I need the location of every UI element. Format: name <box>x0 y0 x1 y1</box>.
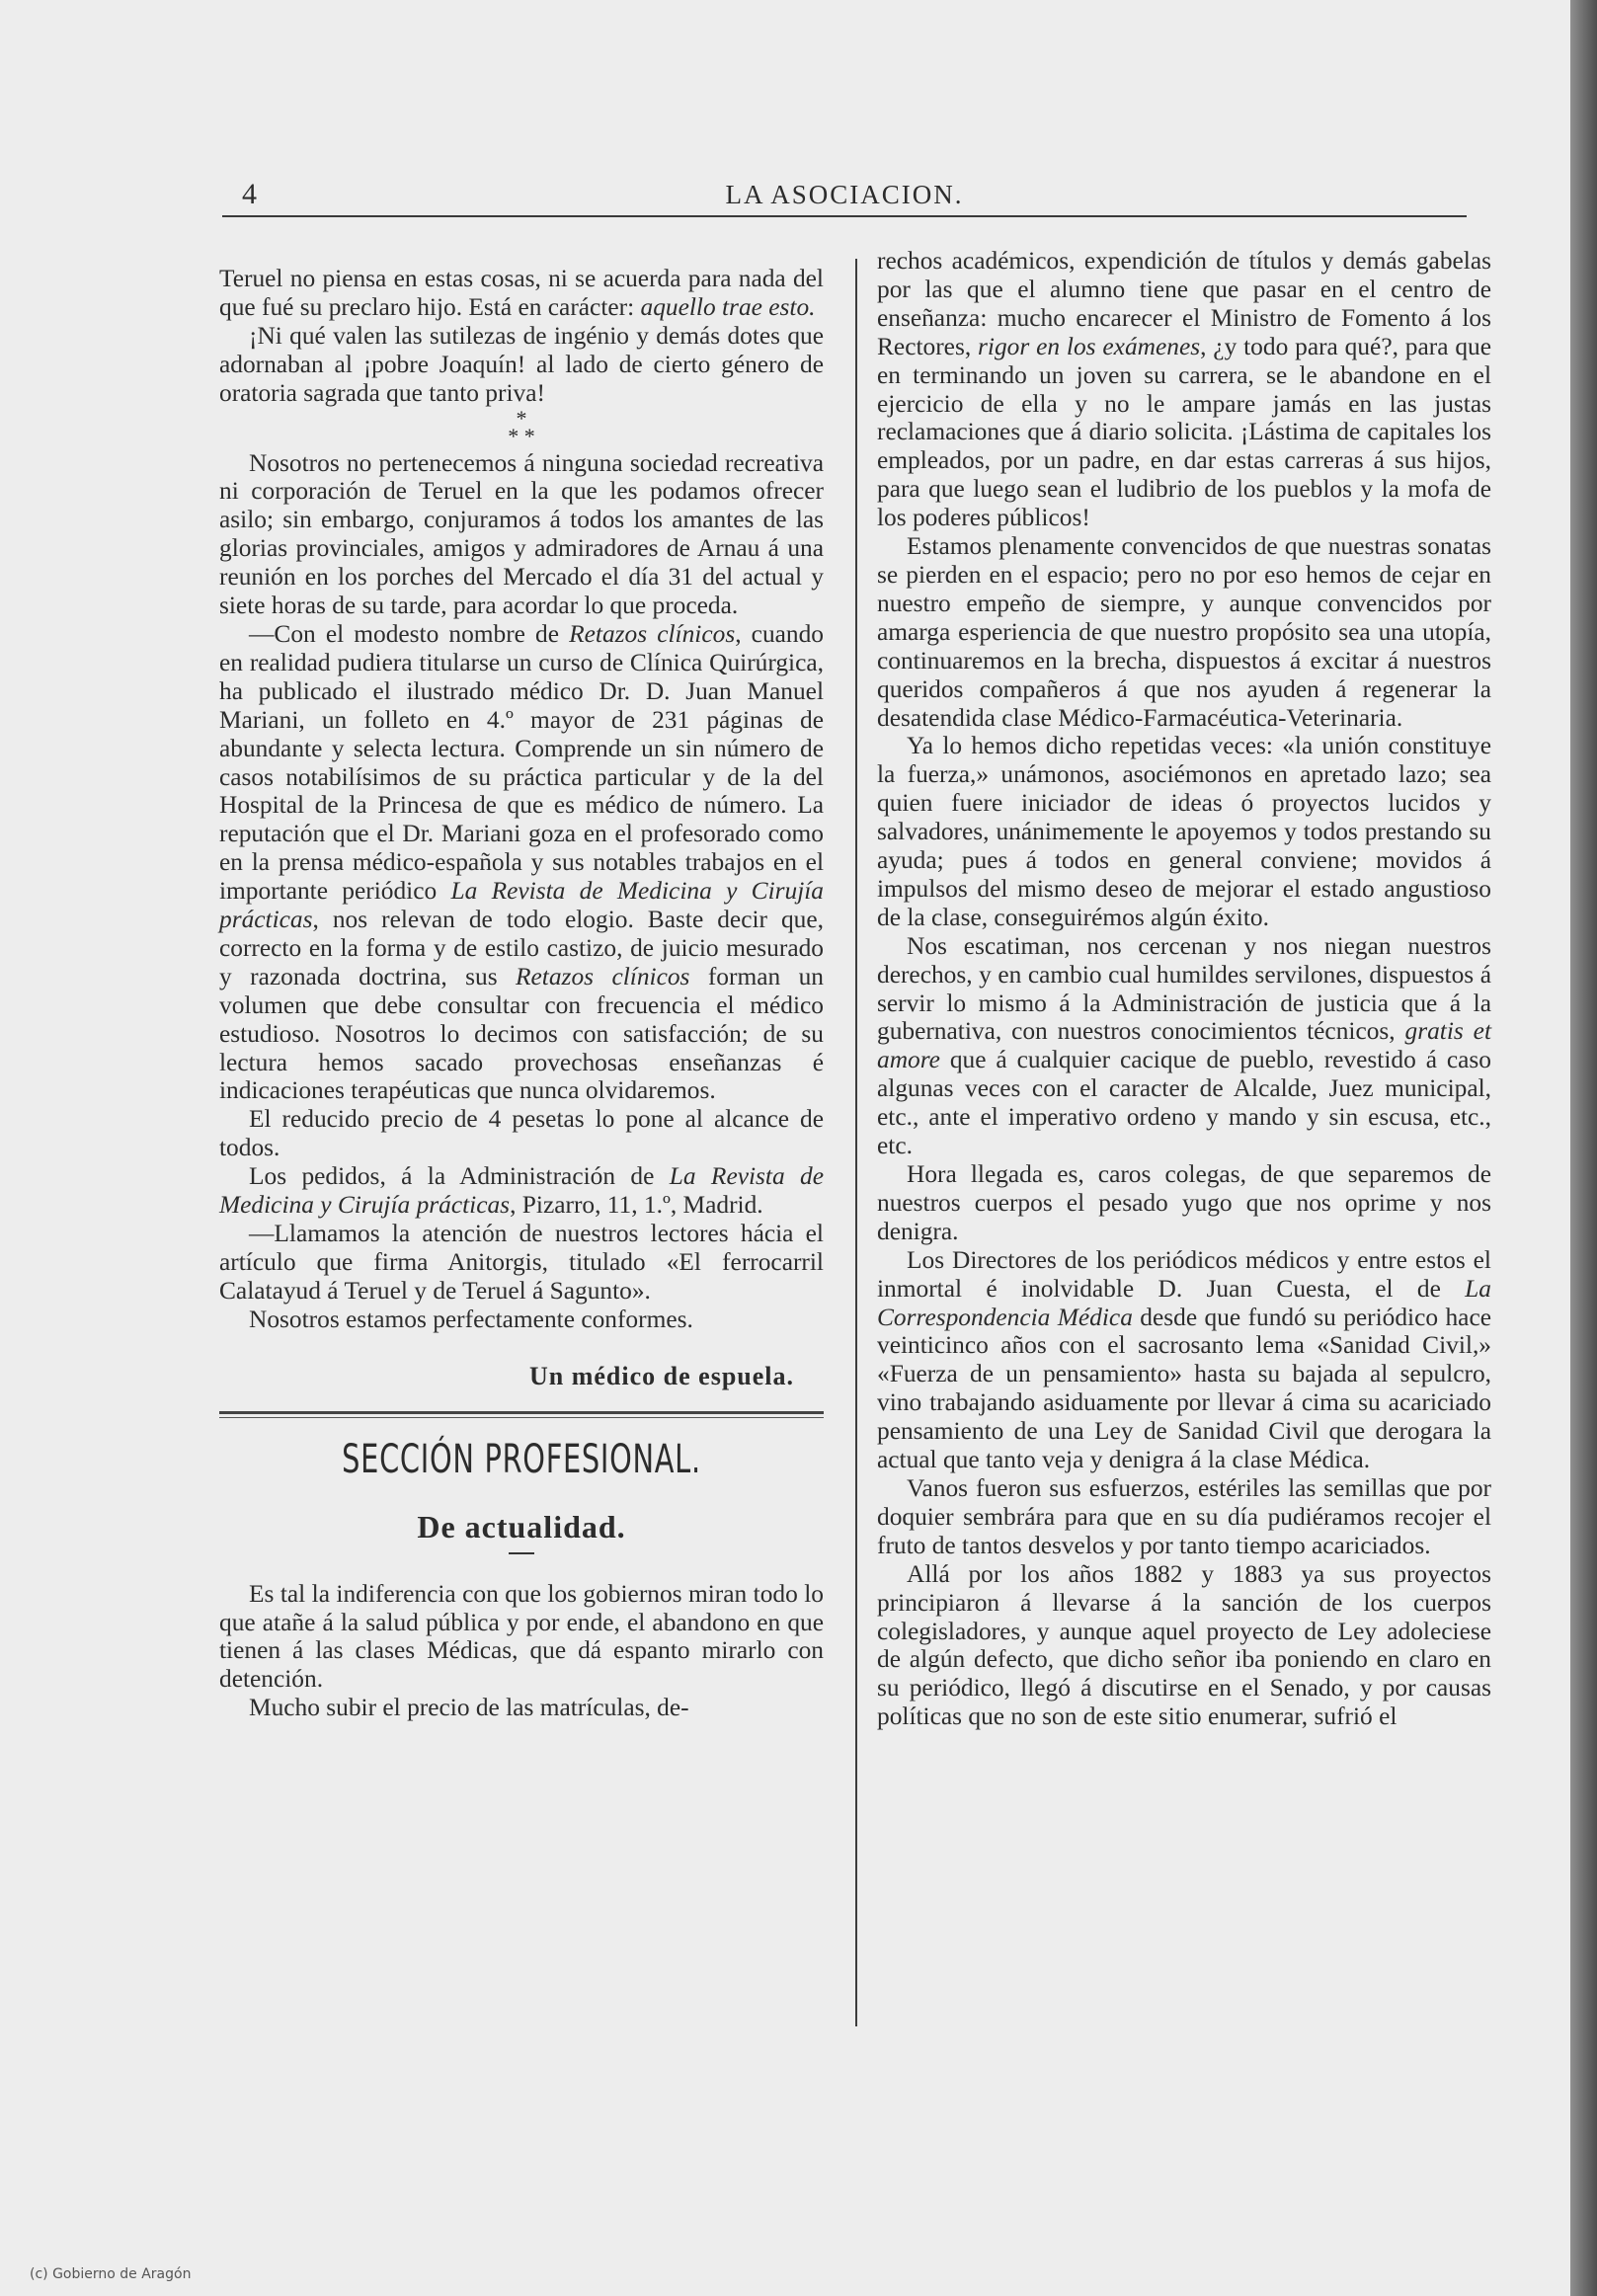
paragraph: Nos escatiman, nos cercenan y nos niegan nuestros derechos, y en cambio cual humildes servilones, dispuestos á servir lo mismo á la Administración de justicia que á la gubernativa, con nuestros conocimientos técnicos, gratis et amore que á cualquier cacique de pueblo, revestido á caso algunas veces con el caracter de Alcalde, Juez municipal, etc., ante el imperativo ordeno y mando y sin escusa, etc., etc. <box>877 931 1492 1160</box>
paragraph: Vanos fueron sus esfuerzos, estériles las semillas que por doquier sembrára para que en su día pudiéramos recojer el fruto de tantos desvelos y por tanto tiempo acariciados. <box>877 1473 1491 1559</box>
article-title: De actualidad. <box>417 1508 626 1544</box>
paragraph: Mucho subir el precio de las matrículas, de- <box>249 1694 689 1722</box>
publication-title: LA ASOCIACION. <box>725 180 964 209</box>
header-rule <box>222 215 1467 217</box>
article-signature: Un médico de espuela. <box>529 1361 794 1390</box>
paragraph: Ya lo hemos dicho repetidas veces: «la unión constituye la fuerza,» unámonos, asociémonos en apretado lazo; sea quien fuere iniciador de ideas ó proyectos lucidos y salvadores, unánimemente le apoyemos y todos prestando su ayuda; pues á todos en general conviene; movidos á impulsos del mismo deseo de mejorar el estado angustioso de la clase, conseguirémos algún éxito. <box>877 732 1491 931</box>
asterism: * * * <box>508 405 535 448</box>
title-dash <box>509 1552 534 1554</box>
paragraph: Es tal la indiferencia con que los gobiernos miran todo lo que atañe á la salud pública y por ende, el abandono en que tienen á las clases Médicas, que dá espanto mirarlo con detención. <box>219 1579 824 1694</box>
left-column <box>219 265 824 1722</box>
running-header <box>222 178 1467 217</box>
paragraph: —Con el modesto nombre de Retazos clínicos, cuando en realidad pudiera titularse un curso de Clínica Quirúrgica, ha publicado el ilustrado médico Dr. D. Juan Manuel Mariani, un folleto en 4.º mayor de 231 páginas de abundante y selecta lectura. Comprende un sin número de casos notabilísimos de su práctica particular y de la del Hospital de la Princesa de que es médico de número. La reputación que el Dr. Mariani goza en el profesorado como en la prensa médico-española y sus notables trabajos en el importante periódico La Revista de Medicina y Cirujía prácticas, nos relevan de todo elogio. Baste decir que, correcto en la forma y de estilo castizo, de juicio mesurado y razonada doctrina, sus Retazos clínicos forman un volumen que debe consultar con frecuencia el médico estudioso. Nosotros lo decimos con satisfacción; de su lectura hemos sacado provechosas enseñanzas é indicaciones terapéuticas que nunca olvidaremos. <box>219 619 825 1105</box>
page-edge-shadow <box>1570 0 1597 2296</box>
section-rule <box>219 1411 824 1414</box>
paragraph: —Llamamos la atención de nuestros lectores hácia el artículo que firma Anitorgis, titulado «El ferrocarril Calatayud á Teruel y de Teruel á Sagunto». <box>219 1220 824 1305</box>
paragraph: rechos académicos, expendición de títulos y demás gabelas por las que el alumno tiene que pasar en el centro de enseñanza: mucho encarecer el Ministro de Fomento á los Rectores, rigor en los exámenes, ¿y todo para qué?, para que en terminando un joven su carrera, se le abandone en el ejercicio de ella y no le ampare jamás en las justas reclamaciones que á diario solicita. ¡Lástima de capitales los empleados, por un padre, en dar estas carreras á sus hijos, para que luego sean el ludibrio de los pueblos y la mofa de los poderes públicos! <box>877 247 1492 532</box>
paragraph: Hora llegada es, caros colegas, de que separemos de nuestros cuerpos el pesado yugo que nos oprime y nos denigra. <box>877 1160 1491 1245</box>
copyright-watermark: (c) Gobierno de Aragón <box>30 2266 192 2282</box>
paragraph: Estamos plenamente convencidos de que nuestras sonatas se pierden en el espacio; pero no por eso hemos de cejar en nuestro empeño de siempre, y aunque convencidos por amarga esperiencia de que nuestro propósito sea una utopía, continuaremos en la brecha, dispuestos á excitar á nuestros queridos compañeros á que nos ayuden á regenerar la desatendida clase Médico-Farmacéutica-Veterinaria. <box>877 532 1491 732</box>
paragraph: Nosotros no pertenecemos á ninguna sociedad recreativa ni corporación de Teruel en la que les podamos ofrecer asilo; sin embargo, conjuramos á todos los amantes de las glorias provinciales, amigos y admiradores de Arnau á una reunión en los porches del Mercado el día 31 del actual y siete horas de su tarde, para acordar lo que proceda. <box>219 448 824 620</box>
paragraph: ¡Ni qué valen las sutilezas de ingénio y demás dotes que adornaban al ¡pobre Joaquín! al lado de cierto género de oratoria sagrada que tanto priva! <box>219 321 824 407</box>
paragraph: Teruel no piensa en estas cosas, ni se acuerda para nada del que fué su preclaro hijo. Está en carácter: aquello trae esto. <box>219 265 824 321</box>
paragraph: El reducido precio de 4 pesetas lo pone al alcance de todos. <box>219 1105 824 1162</box>
column-divider <box>855 259 857 2026</box>
right-column <box>877 247 1491 1731</box>
section-title: SECCIÓN PROFESIONAL. <box>342 1436 701 1482</box>
paragraph: Los pedidos, á la Administración de La Revista de Medicina y Cirujía prácticas, Pizarro, 11, 1.º, Madrid. <box>219 1162 824 1220</box>
paragraph: Allá por los años 1882 y 1883 ya sus proyectos principiaron á llevarse á la sanción de los cuerpos colegisladores, y aunque aquel proyecto de Ley adoleciese de algún defecto, que dicho señor iba poniendo en claro en su periódico, llegó á discutirse en el Senado, y por causas políticas que no son de este sitio enumerar, sufrió el <box>877 1559 1491 1731</box>
section-rule-thin <box>219 1417 824 1418</box>
page-number: 4 <box>242 178 257 210</box>
paragraph: Nosotros estamos perfectamente conformes. <box>249 1305 693 1333</box>
paragraph: Los Directores de los periódicos médicos y entre estos el inmortal é inolvidable D. Juan Cuesta, el de La Correspondencia Médica desde que fundó su periódico hace veinticinco años con el sacrosanto lema «Sanidad Civil,» «Fuerza de un pensamiento» hasta su bajada al sepulcro, vino trabajando asiduamente por llevar á cima su acariciado pensamiento de una Ley de Sanidad Civil que derogara la actual que tanto veja y denigra á la clase Médica. <box>877 1245 1491 1474</box>
